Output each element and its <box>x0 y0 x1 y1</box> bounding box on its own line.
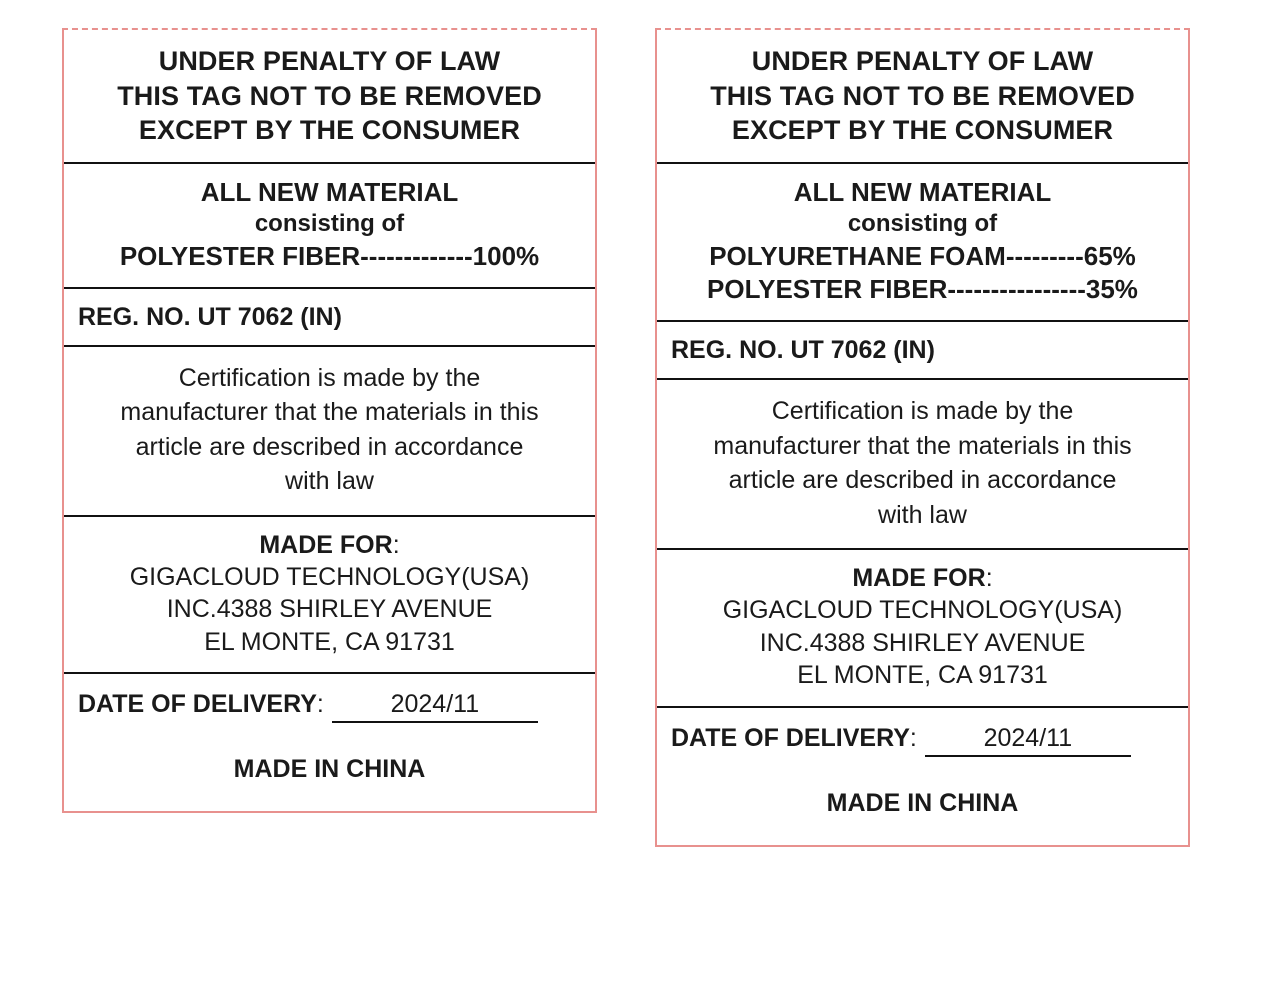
made-for-section <box>64 517 595 675</box>
material-subtitle: consisting of <box>254 209 405 237</box>
law-label-tag-1 <box>62 28 597 813</box>
certification-line: manufacturer that the materials in this <box>120 398 539 427</box>
material-line: POLYESTER FIBER----------------35% <box>707 273 1138 304</box>
address-line: INC.4388 SHIRLEY AVENUE <box>166 595 493 624</box>
penalty-notice-section <box>64 30 595 164</box>
made-in-text: MADE IN CHINA <box>233 755 426 784</box>
certification-line: article are described in accordance <box>135 432 524 461</box>
made-for-label: MADE FOR <box>259 530 393 559</box>
penalty-notice-line: EXCEPT BY THE CONSUMER <box>731 115 1114 146</box>
made-for-colon: : <box>985 564 993 593</box>
certification-line: with law <box>285 467 374 496</box>
certification-line: Certification is made by the <box>771 397 1074 426</box>
material-title: ALL NEW MATERIAL <box>793 176 1052 207</box>
made-for-heading <box>669 562 1176 594</box>
penalty-notice-line: THIS TAG NOT TO BE REMOVED <box>710 80 1135 111</box>
address-line: EL MONTE, CA 91731 <box>204 627 455 656</box>
material-title: ALL NEW MATERIAL <box>200 176 459 207</box>
made-for-colon: : <box>392 530 400 559</box>
made-in-section <box>657 769 1188 845</box>
certification-section <box>657 380 1188 550</box>
penalty-notice-line: UNDER PENALTY OF LAW <box>751 46 1094 76</box>
delivery-date-row <box>78 688 581 723</box>
registration-number: REG. NO. UT 7062 (IN) <box>671 336 935 365</box>
certification-line: manufacturer that the materials in this <box>713 431 1132 460</box>
penalty-notice-line: THIS TAG NOT TO BE REMOVED <box>117 80 542 111</box>
delivery-date-row <box>671 722 1174 757</box>
material-content-section <box>657 164 1188 323</box>
address-line: INC.4388 SHIRLEY AVENUE <box>759 628 1086 657</box>
registration-section <box>657 322 1188 380</box>
address-line: GIGACLOUD TECHNOLOGY(USA) <box>129 562 530 591</box>
delivery-date-colon: : <box>909 723 917 752</box>
certification-line: with law <box>878 500 967 529</box>
address-line: GIGACLOUD TECHNOLOGY(USA) <box>722 596 1123 625</box>
certification-line: article are described in accordance <box>728 466 1117 495</box>
material-line: POLYESTER FIBER-------------100% <box>119 240 540 271</box>
law-label-tag-2 <box>655 28 1190 847</box>
delivery-date-label: DATE OF DELIVERY <box>78 690 317 719</box>
material-content-section <box>64 164 595 289</box>
delivery-date-colon: : <box>316 690 324 719</box>
material-subtitle: consisting of <box>847 209 998 237</box>
registration-section <box>64 289 595 347</box>
made-for-section <box>657 550 1188 708</box>
made-for-heading <box>76 529 583 561</box>
address-line: EL MONTE, CA 91731 <box>797 661 1048 690</box>
penalty-notice-section <box>657 30 1188 164</box>
penalty-notice-line: EXCEPT BY THE CONSUMER <box>138 115 521 146</box>
made-in-text: MADE IN CHINA <box>826 788 1019 817</box>
delivery-date-section <box>64 674 595 735</box>
made-in-section <box>64 735 595 811</box>
made-for-label: MADE FOR <box>852 564 986 593</box>
certification-line: Certification is made by the <box>178 363 481 392</box>
delivery-date-section <box>657 708 1188 769</box>
delivery-date-value: 2024/11 <box>332 688 538 723</box>
material-line: POLYURETHANE FOAM---------65% <box>709 240 1136 271</box>
registration-number: REG. NO. UT 7062 (IN) <box>78 302 342 331</box>
delivery-date-label: DATE OF DELIVERY <box>671 723 910 752</box>
certification-section <box>64 347 595 517</box>
delivery-date-value: 2024/11 <box>925 722 1131 757</box>
penalty-notice-line: UNDER PENALTY OF LAW <box>158 46 501 76</box>
